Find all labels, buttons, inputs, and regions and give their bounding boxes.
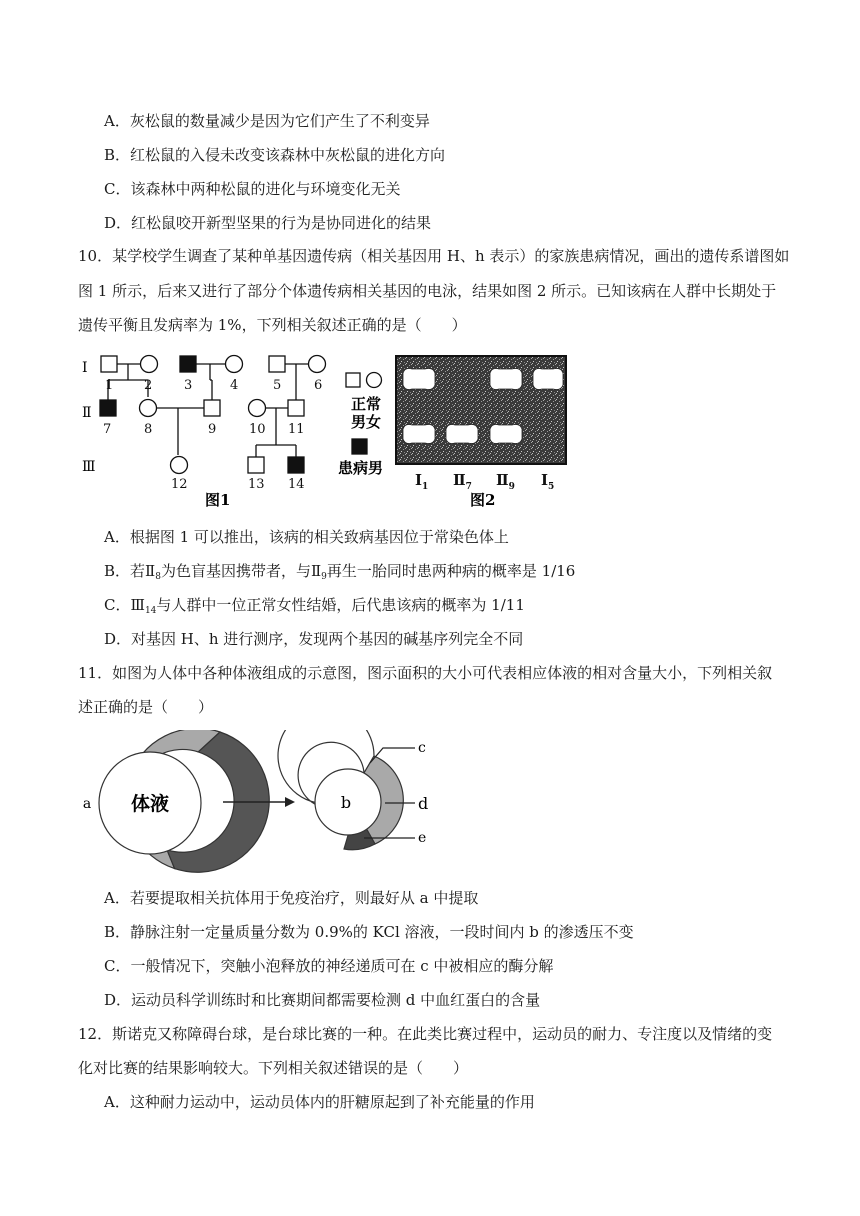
label-e: e — [418, 830, 427, 846]
ind-5: 5 — [273, 378, 282, 393]
label-a: a — [82, 796, 92, 812]
q10-option-b-sub2: 9 — [321, 572, 327, 582]
label-b-inner: b — [340, 793, 352, 812]
ind-7: 7 — [103, 422, 112, 437]
q10-stem-line3: 遗传平衡且发病率为 1%，下列相关叙述正确的是（ ） — [78, 316, 467, 334]
q10-option-b-part2: 为色盲基因携带者，与Ⅱ — [160, 562, 322, 580]
label-b: b — [201, 796, 211, 812]
arrow-head-icon — [285, 797, 295, 807]
gen-label-3: Ⅲ — [82, 459, 96, 475]
q10-option-b-part1: B．若Ⅱ — [104, 562, 156, 580]
q9-option-c: C．该森林中两种松鼠的进化与环境变化无关 — [104, 180, 401, 198]
lane-label-1-gen: Ⅰ — [415, 471, 423, 489]
fig2-caption: 图2 — [470, 491, 496, 509]
q11-option-b: B．静脉注射一定量质量分数为 0.9%的 KCl 溶液，一段时间内 b 的渗透压不变 — [104, 923, 634, 941]
q10-option-c — [104, 595, 525, 621]
q10-stem-line2: 图 1 所示，后来又进行了部分个体遗传病相关基因的电泳，结果如图 2 所示。已知该病在人群中长期处于 — [78, 282, 777, 300]
ind-2: 2 — [144, 378, 153, 393]
lane-label-3 — [496, 471, 515, 492]
q10-figure — [70, 345, 580, 515]
ind-10: 10 — [249, 422, 266, 437]
q10-option-c-part1: C．Ⅲ — [104, 596, 145, 614]
lane-label-4-gen: Ⅰ — [541, 471, 549, 489]
q11-stem-line1: 11．如图为人体中各种体液组成的示意图，图示面积的大小可代表相应体液的相对含量大小，下列相关叙 — [78, 664, 773, 682]
ind-1: 1 — [105, 378, 114, 393]
ind-11: 11 — [288, 422, 305, 437]
fig1-caption: 图1 — [205, 491, 231, 509]
ind-9: 9 — [208, 422, 217, 437]
q10-option-b-part3: 再生一胎同时患两种病的概率是 1/16 — [326, 562, 576, 580]
q10-option-b — [104, 561, 575, 587]
ind-6: 6 — [314, 378, 323, 393]
ind-4: 4 — [230, 378, 239, 393]
lane-label-3-id: 9 — [508, 482, 515, 492]
ind-13: 13 — [248, 477, 265, 492]
legend-normal: 正常 — [351, 395, 382, 413]
q10-stem-line1: 10．某学校学生调查了某种单基因遗传病（相关基因用 H、h 表示）的家族患病情况，画出的遗传系谱图如 — [78, 247, 790, 265]
q10-option-a: A．根据图 1 可以推出，该病的相关致病基因位于常染色体上 — [104, 528, 509, 546]
lane-label-4-id: 5 — [548, 482, 555, 492]
q9-option-b: B．红松鼠的入侵未改变该森林中灰松鼠的进化方向 — [104, 146, 446, 164]
body-fluid-label: 体液 — [130, 793, 170, 815]
q10-option-b-sub1: 8 — [155, 572, 161, 582]
legend-normal-sexes: 男女 — [351, 413, 382, 431]
q12-stem-line1: 12．斯诺克又称障碍台球，是台球比赛的一种。在此类比赛过程中，运动员的耐力、专注度以及情绪的变 — [78, 1025, 773, 1043]
label-d: d — [418, 794, 429, 813]
legend-affected-male: 患病男 — [338, 459, 384, 477]
lane-label-2-gen: Ⅱ — [453, 471, 466, 489]
lane-label-1-id: 1 — [422, 482, 429, 492]
label-c: c — [418, 740, 426, 756]
lane-label-3-gen: Ⅱ — [496, 471, 509, 489]
gen-label-1: Ⅰ — [82, 360, 88, 376]
ind-8: 8 — [144, 422, 153, 437]
lane-label-2 — [453, 471, 472, 492]
gen-label-2: Ⅱ — [82, 405, 92, 421]
q11-option-a: A．若要提取相关抗体用于免疫治疗，则最好从 a 中提取 — [104, 889, 479, 907]
q11-option-d: D．运动员科学训练时和比赛期间都需要检测 d 中血红蛋白的含量 — [104, 991, 541, 1009]
q11-stem-line2: 述正确的是（ ） — [78, 698, 214, 716]
ind-3: 3 — [184, 378, 193, 393]
q10-option-c-sub: 14 — [144, 606, 157, 616]
q9-option-d: D．红松鼠咬开新型坚果的行为是协同进化的结果 — [104, 214, 432, 232]
q9-option-a: A．灰松鼠的数量减少是因为它们产生了不利变异 — [104, 112, 430, 130]
lane-label-1 — [415, 471, 428, 492]
ind-14: 14 — [288, 477, 305, 492]
lane-label-4 — [541, 471, 554, 492]
q10-option-d: D．对基因 H、h 进行测序，发现两个基因的碱基序列完全不同 — [104, 630, 524, 648]
q11-figure — [70, 730, 450, 880]
q11-option-c: C．一般情况下，突触小泡释放的神经递质可在 c 中被相应的酶分解 — [104, 957, 554, 975]
q12-stem-line2: 化对比赛的结果影响较大。下列相关叙述错误的是（ ） — [78, 1059, 469, 1077]
q12-option-a: A．这种耐力运动中，运动员体内的肝糖原起到了补充能量的作用 — [104, 1093, 535, 1111]
q10-option-c-part2: 与人群中一位正常女性结婚，后代患该病的概率为 1/11 — [156, 596, 525, 614]
ind-12: 12 — [171, 477, 188, 492]
lane-label-2-id: 7 — [465, 482, 472, 492]
